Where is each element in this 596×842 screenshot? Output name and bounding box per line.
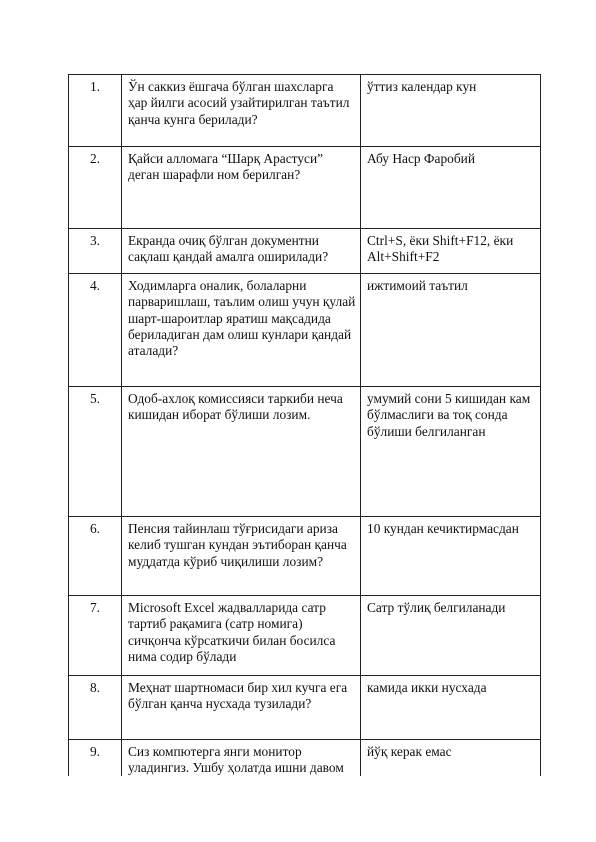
table-row [69, 274, 541, 387]
answer-cell: умумий сони 5 кишидан кам бўлмаслиги ва тоқ сонда бўлиши белгиланган [361, 387, 541, 517]
row-number: 1. [69, 75, 122, 147]
answer-cell: Ctrl+S, ёки Shift+F12, ёки Alt+Shift+F2 [361, 229, 541, 274]
row-number: 3. [69, 229, 122, 274]
table-row [69, 676, 541, 740]
page-bottom-margin [0, 776, 596, 842]
table-row [69, 75, 541, 147]
table-row [69, 387, 541, 517]
row-number: 4. [69, 274, 122, 387]
row-number: 6. [69, 517, 122, 596]
answer-cell: йўқ керак емас [361, 740, 541, 800]
answer-cell: 10 кундан кечиктирмасдан [361, 517, 541, 596]
question-cell: Сиз компютерга янги монитор уладингиз. Ушбу ҳолатда ишни давом [122, 740, 361, 800]
question-cell: Ўн саккиз ёшгача бўлган шахсларга ҳар йилги асосий узайтирилган таътил қанча кунга берилади? [122, 75, 361, 147]
qa-table [68, 74, 541, 800]
question-cell: Одоб-ахлоқ комиссияси таркиби неча кишидан иборат бўлиши лозим. [122, 387, 361, 517]
row-number: 8. [69, 676, 122, 740]
question-cell: Пенсия тайинлаш тўғрисидаги ариза келиб тушган кундан эътиборан қанча муддатда кўриб чиқилиши лозим? [122, 517, 361, 596]
table-row [69, 229, 541, 274]
question-cell: Меҳнат шартномаси бир хил кучга ега бўлган қанча нусхада тузилади? [122, 676, 361, 740]
question-cell: Microsoft Excel жадвалларида сатр тартиб рақамига (сатр номига) сичқонча кўрсаткичи билан босилса нима содир бўлади [122, 596, 361, 676]
row-number: 9. [69, 740, 122, 800]
table-row [69, 596, 541, 676]
answer-cell: камида икки нусхада [361, 676, 541, 740]
table-row [69, 147, 541, 229]
question-cell: Екранда очиқ бўлган документни сақлаш қандай амалга оширилади? [122, 229, 361, 274]
answer-cell: Сатр тўлиқ белгиланади [361, 596, 541, 676]
answer-cell: Абу Наср Фаробий [361, 147, 541, 229]
table-row [69, 517, 541, 596]
question-cell: Ходимларга оналик, болаларни парваришлаш, таълим олиш учун қулай шарт-шароитлар яратиш мақсадида бериладиган дам олиш кунлари қандай аталади? [122, 274, 361, 387]
row-number: 2. [69, 147, 122, 229]
answer-cell: ўттиз календар кун [361, 75, 541, 147]
question-cell: Қайси алломага “Шарқ Арастуси” деган шарафли ном берилган? [122, 147, 361, 229]
row-number: 5. [69, 387, 122, 517]
answer-cell: ижтимоий таътил [361, 274, 541, 387]
row-number: 7. [69, 596, 122, 676]
